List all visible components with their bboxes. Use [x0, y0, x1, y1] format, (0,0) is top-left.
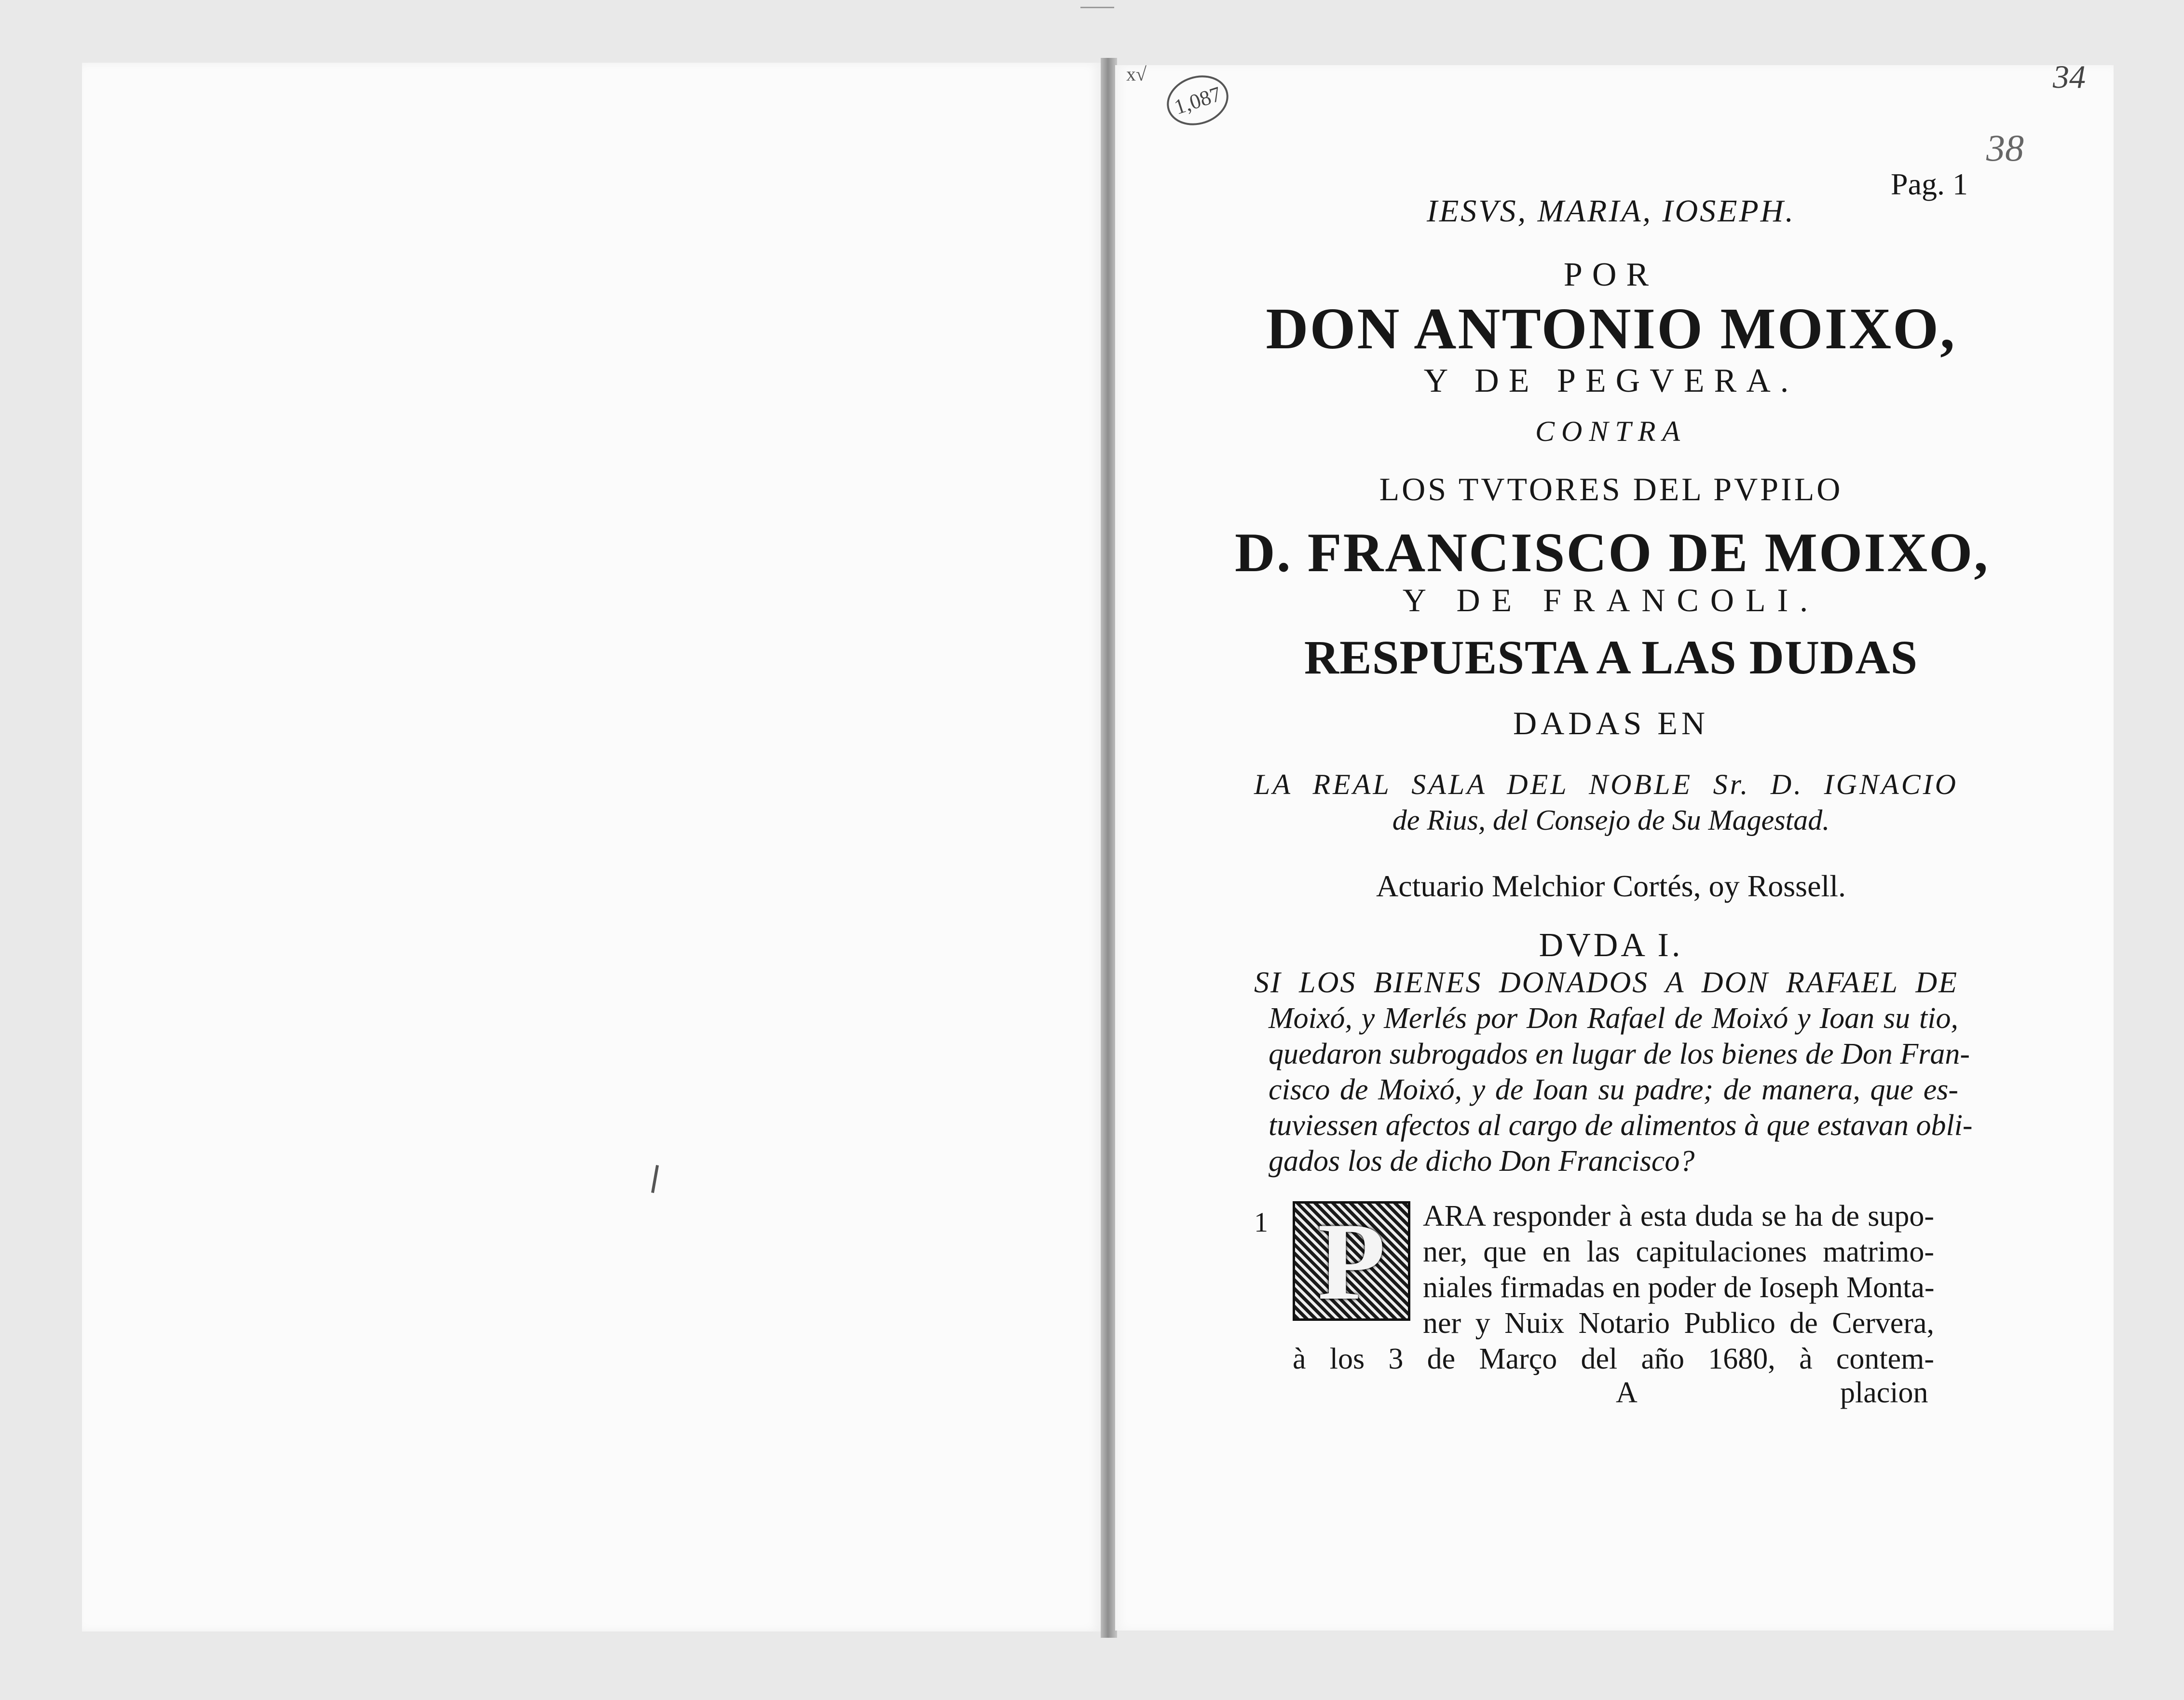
left-blank-page	[82, 63, 1101, 1631]
court-line-2: de Rius, del Consejo de Su Magestad.	[1392, 804, 1830, 836]
ornamental-initial	[1293, 1201, 1410, 1321]
duda-line: SI LOS BIENES DONADOS A DON RAFAEL DE	[1254, 966, 1958, 999]
duda-line: tuviessen afectos al cargo de alimentos à que estavan obli-	[1269, 1109, 1973, 1142]
paragraph-line: à los 3 de Março del año 1680, à contem-	[1293, 1343, 1934, 1375]
response-heading: RESPUESTA A LAS DUDAS	[1304, 631, 1918, 684]
court-line-1: LA REAL SALA DEL NOBLE Sr. D. IGNACIO	[1254, 768, 1958, 800]
contra-line: CONTRA	[1535, 415, 1687, 447]
page-number: Pag. 1	[1891, 167, 1968, 201]
plaintiff-surname: Y DE PEGVERA.	[1423, 362, 1799, 399]
duda-line: Moixó, y Merlés por Don Rafael de Moixó y Ioan su tio,	[1269, 1002, 1958, 1035]
ward-name: D. FRANCISCO DE MOIXO,	[1235, 522, 1990, 584]
signature-mark: A	[1616, 1376, 1638, 1409]
binding-gutter	[1101, 58, 1117, 1638]
dadas-line: DADAS EN	[1513, 705, 1709, 741]
duda-line: gados los de dicho Don Francisco?	[1269, 1145, 1695, 1178]
paragraph-number: 1	[1254, 1206, 1268, 1238]
ward-surname: Y DE FRANCOLI.	[1402, 582, 1820, 618]
paragraph-line: niales firmadas en poder de Ioseph Monta-	[1423, 1271, 1935, 1304]
plaintiff-name: DON ANTONIO MOIXO,	[1266, 296, 1956, 361]
duda-line: quedaron subrogados en lugar de los bienes de Don Fran-	[1269, 1038, 1970, 1070]
defendants-line: LOS TVTORES DEL PVPILO	[1379, 471, 1843, 507]
por-line: POR	[1563, 256, 1659, 293]
corner-tick-mark: x√	[1126, 63, 1147, 85]
paragraph-line: ner y Nuix Notario Publico de Cervera,	[1423, 1307, 1934, 1340]
stamp-number: 1,087	[1171, 82, 1224, 119]
actuario-line: Actuario Melchior Cortés, oy Rossell.	[1376, 869, 1846, 903]
folio-number: 34	[2053, 58, 2086, 95]
duda-title: DVDA I.	[1539, 927, 1683, 964]
duda-question	[1254, 965, 1973, 1179]
paragraph-line: ner, que en las capitulaciones matrimo-	[1423, 1235, 1934, 1268]
invocation-line: IESVS, MARIA, IOSEPH.	[1427, 193, 1795, 229]
catchword: placion	[1840, 1376, 1928, 1409]
duda-line: cisco de Moixó, y de Ioan su padre; de manera, que es-	[1269, 1073, 1958, 1106]
top-edge-mark	[1080, 7, 1114, 8]
initial-letter: P	[1317, 1199, 1386, 1323]
paragraph-line: ARA responder à esta duda se ha de supo-	[1423, 1200, 1934, 1233]
folio-number-secondary: 38	[1986, 127, 2024, 169]
